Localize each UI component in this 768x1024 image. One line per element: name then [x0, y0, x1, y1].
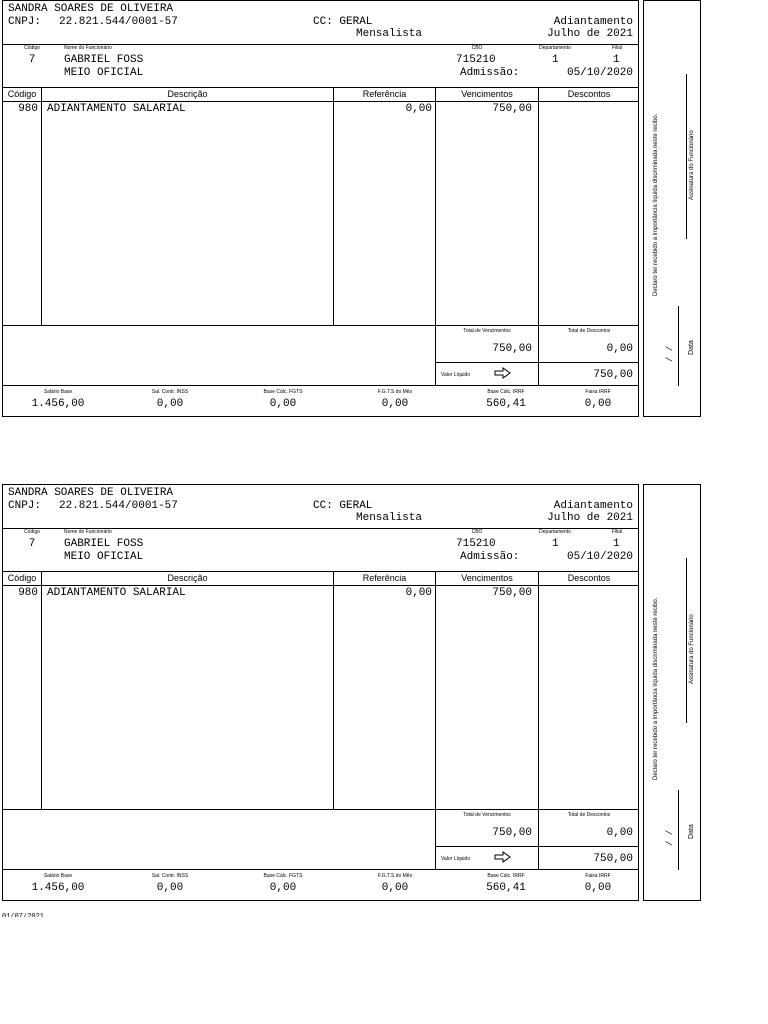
- department-label: Departamento: [539, 45, 571, 51]
- net-value: 750,00: [593, 853, 633, 865]
- total-earnings-label: Total de Vencimentos: [463, 812, 511, 818]
- base-label-fgts: Base Cálc. FGTS: [263, 873, 303, 879]
- employee-code: 7: [28, 54, 36, 66]
- admission-date: 05/10/2020: [566, 67, 633, 79]
- column-divider: [538, 87, 539, 326]
- arrow-right-outline-icon: [494, 366, 512, 378]
- cnpj-label: CNPJ:: [8, 500, 42, 512]
- signature-line: [686, 558, 687, 723]
- column-divider: [435, 87, 436, 326]
- date-placeholder: / /: [665, 829, 675, 846]
- col-header-deductions: Descontos: [567, 89, 611, 99]
- admission-label: Admissão:: [460, 551, 520, 563]
- base-label-fgts-month: F.G.T.S do Mês: [377, 873, 413, 879]
- total-earnings-label: Total de Vencimentos: [463, 328, 511, 334]
- department-value: 1: [552, 54, 559, 66]
- employee-role: MEIO OFICIAL: [64, 551, 144, 563]
- branch-value: 1: [613, 54, 620, 66]
- col-header-reference: Referência: [362, 573, 407, 583]
- base-label-fgts-month: F.G.T.S do Mês: [377, 389, 413, 395]
- col-header-description: Descrição: [167, 573, 208, 583]
- cbo-value: 715210: [456, 54, 496, 66]
- totals-bottom-divider: [2, 869, 639, 870]
- table-header-divider: [2, 101, 639, 102]
- total-earnings: 750,00: [492, 343, 532, 355]
- date-line: [678, 790, 679, 870]
- base-label-fgts: Base Cálc. FGTS: [263, 389, 303, 395]
- col-header-code: Código: [7, 89, 37, 99]
- branch-value: 1: [613, 538, 620, 550]
- signature-line: [686, 74, 687, 239]
- payroll-type: Mensalista: [356, 512, 423, 524]
- base-value-irrf: 560,41: [486, 398, 526, 410]
- cbo-value: 715210: [456, 538, 496, 550]
- base-value-fgts-month: 0,00: [381, 882, 409, 894]
- net-value: 750,00: [593, 369, 633, 381]
- base-label-irrf: Base Cálc. IRRF: [487, 389, 525, 395]
- total-deductions: 0,00: [606, 343, 633, 355]
- base-value-irrf-band: 0,00: [584, 398, 612, 410]
- totals-divider: [435, 326, 436, 386]
- total-deductions-label: Total de Descontos: [567, 812, 611, 818]
- col-header-reference: Referência: [362, 89, 407, 99]
- column-divider: [41, 571, 42, 810]
- document-type: Adiantamento: [553, 16, 633, 28]
- base-value-inss: 0,00: [156, 398, 184, 410]
- cnpj-value: 22.821.544/0001-57: [59, 500, 178, 512]
- column-divider: [41, 87, 42, 326]
- reference-period: Julho de 2021: [547, 512, 633, 524]
- base-value-irrf: 560,41: [486, 882, 526, 894]
- payslip-copy-2: [0, 484, 768, 904]
- base-label-irrf-band: Faixa IRRF: [585, 873, 611, 879]
- base-value-fgts-month: 0,00: [381, 398, 409, 410]
- base-value-salary: 1.456,00: [31, 398, 85, 410]
- employee-code-label: Código: [24, 529, 40, 535]
- base-label-irrf: Base Cálc. IRRF: [487, 873, 525, 879]
- items-table: [2, 571, 639, 810]
- employee-code-label: Código: [24, 45, 40, 51]
- employee-name-label: Nome do Funcionário: [64, 45, 112, 51]
- receipt-declaration: Declaro ter recebido a importância líquida discriminada neste recibo.: [653, 597, 659, 780]
- reference-period: Julho de 2021: [547, 28, 633, 40]
- department-label: Departamento: [539, 529, 571, 535]
- base-value-inss: 0,00: [156, 882, 184, 894]
- cnpj-value: 22.821.544/0001-57: [59, 16, 178, 28]
- admission-label: Admissão:: [460, 67, 520, 79]
- cbo-label: CBO: [471, 529, 483, 535]
- document-type: Adiantamento: [553, 500, 633, 512]
- base-label-inss: Sal. Contr. INSS: [151, 873, 189, 879]
- row-description: ADIANTAMENTO SALARIAL: [47, 103, 186, 115]
- row-description: ADIANTAMENTO SALARIAL: [47, 587, 186, 599]
- base-value-irrf-band: 0,00: [584, 882, 612, 894]
- arrow-right-outline-icon: [494, 850, 512, 862]
- total-deductions: 0,00: [606, 827, 633, 839]
- base-value-salary: 1.456,00: [31, 882, 85, 894]
- col-header-code: Código: [7, 573, 37, 583]
- admission-date: 05/10/2020: [566, 551, 633, 563]
- cbo-label: CBO: [471, 45, 483, 51]
- net-value-label: Valor Líquido: [441, 856, 471, 862]
- department-value: 1: [552, 538, 559, 550]
- signature-label: Assinatura do Funcionário: [689, 614, 695, 684]
- base-value-fgts: 0,00: [269, 882, 297, 894]
- date-placeholder: / /: [665, 345, 675, 362]
- payslip-copy-1: [0, 0, 768, 420]
- cost-center: CC: GERAL: [313, 16, 373, 28]
- employee-name: GABRIEL FOSS: [64, 538, 144, 550]
- date-label: Data: [688, 340, 695, 355]
- date-line: [678, 306, 679, 386]
- col-header-description: Descrição: [167, 89, 208, 99]
- date-label: Data: [688, 824, 695, 839]
- column-divider: [333, 87, 334, 326]
- company-name: SANDRA SOARES DE OLIVEIRA: [8, 487, 174, 499]
- base-label-salary: Salário Base: [43, 873, 73, 879]
- employee-name: GABRIEL FOSS: [64, 54, 144, 66]
- branch-label: Filial: [611, 529, 623, 535]
- row-reference: 0,00: [405, 587, 432, 599]
- footer-text: 01/07/2021: [2, 913, 45, 917]
- cost-center: CC: GERAL: [313, 500, 373, 512]
- row-earnings: 750,00: [492, 103, 532, 115]
- table-header-divider: [2, 585, 639, 586]
- totals-bottom-divider: [2, 385, 639, 386]
- base-label-irrf-band: Faixa IRRF: [585, 389, 611, 395]
- totals-divider: [435, 810, 436, 870]
- row-reference: 0,00: [405, 103, 432, 115]
- signature-label: Assinatura do Funcionário: [689, 130, 695, 200]
- employee-name-label: Nome do Funcionário: [64, 529, 112, 535]
- row-code: 980: [18, 103, 38, 115]
- net-value-divider: [435, 846, 639, 847]
- base-label-inss: Sal. Contr. INSS: [151, 389, 189, 395]
- total-deductions-label: Total de Descontos: [567, 328, 611, 334]
- row-earnings: 750,00: [492, 587, 532, 599]
- base-value-fgts: 0,00: [269, 398, 297, 410]
- total-earnings: 750,00: [492, 827, 532, 839]
- payroll-type: Mensalista: [356, 28, 423, 40]
- net-value-label: Valor Líquido: [441, 372, 471, 378]
- employee-code: 7: [28, 538, 36, 550]
- company-name: SANDRA SOARES DE OLIVEIRA: [8, 3, 174, 15]
- receipt-declaration: Declaro ter recebido a importância líquida discriminada neste recibo.: [653, 113, 659, 296]
- branch-label: Filial: [611, 45, 623, 51]
- column-divider: [435, 571, 436, 810]
- column-divider: [333, 571, 334, 810]
- employee-role: MEIO OFICIAL: [64, 67, 144, 79]
- net-value-divider: [435, 362, 639, 363]
- row-code: 980: [18, 587, 38, 599]
- col-header-earnings: Vencimentos: [461, 573, 513, 583]
- col-header-earnings: Vencimentos: [461, 89, 513, 99]
- cnpj-label: CNPJ:: [8, 16, 42, 28]
- items-table: [2, 87, 639, 326]
- col-header-deductions: Descontos: [567, 573, 611, 583]
- base-label-salary: Salário Base: [43, 389, 73, 395]
- column-divider: [538, 571, 539, 810]
